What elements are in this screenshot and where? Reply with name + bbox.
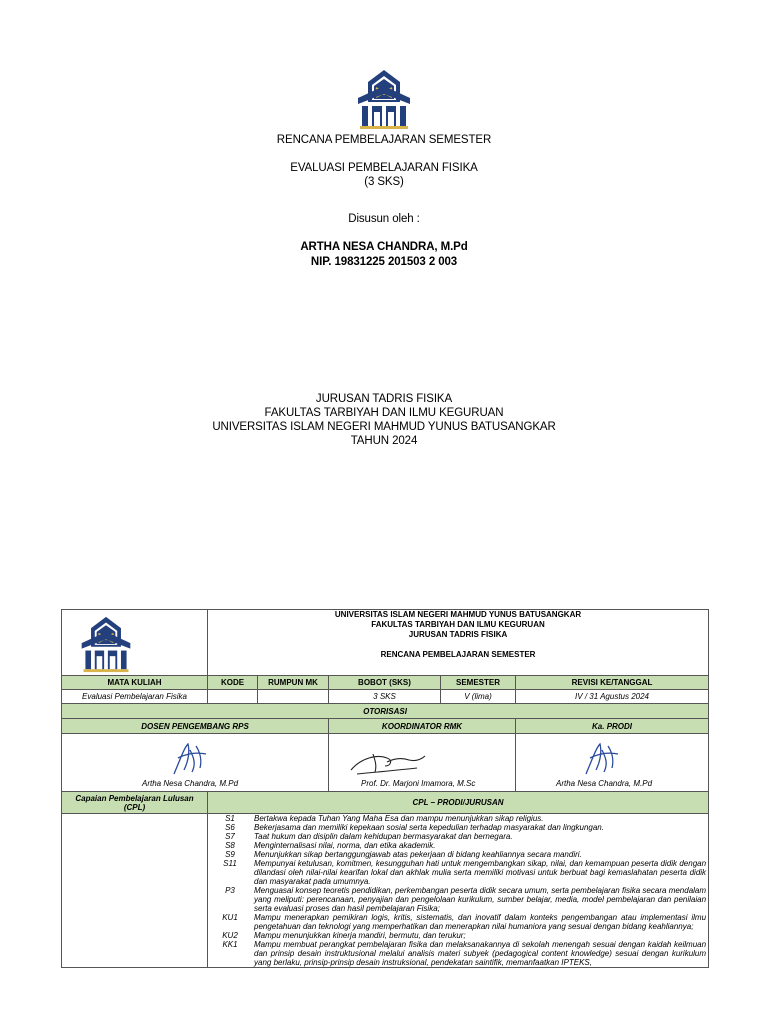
cover-author: ARTHA NESA CHANDRA, M.Pd — [300, 241, 468, 253]
cpl-item — [208, 832, 708, 841]
authorization-label: OTORISASI — [62, 704, 709, 719]
val-semester: V (lima) — [441, 690, 516, 704]
column-header-row — [62, 676, 709, 690]
val-code — [208, 690, 258, 704]
signatory-header-row — [62, 719, 709, 734]
cpl-left-label: Capaian Pembelajaran Lulusan (CPL) — [62, 792, 208, 814]
col-revision: REVISI KE/TANGGAL — [516, 676, 709, 690]
developer-name: Artha Nesa Chandra, M.Pd — [142, 779, 239, 788]
cpl-item — [208, 931, 708, 940]
signature-icon — [578, 740, 622, 778]
cpl-item — [208, 859, 708, 886]
cpl-item-text: Menunjukkan sikap bertanggungjawab atas pekerjaan di bidang keahliannya secara mandiri. — [254, 850, 582, 859]
col-semester: SEMESTER — [441, 676, 516, 690]
cpl-item — [208, 913, 708, 931]
header-row — [62, 610, 709, 676]
cover-university: UNIVERSITAS ISLAM NEGERI MAHMUD YUNUS BATUSANGKAR — [212, 421, 556, 433]
head-name: Artha Nesa Chandra, M.Pd — [556, 779, 653, 788]
cpl-item — [208, 850, 708, 859]
cover-faculty: FAKULTAS TARBIYAH DAN ILMU KEGURUAN — [264, 407, 504, 419]
cpl-item-text: Mempunyai ketulusan, komitmen, kesungguhan hati untuk mengembangkan sikap, nilai, dan kemampuan peserta didik dengan dilandasi oleh nilai-nilai kearifan lokal dan akhlak mulia serta memiliki motivasi untuk berbuat bagi kemaslahatan peserta didik dan masyarakat pada umumnya. — [254, 859, 707, 886]
cover-prepared-by: Disusun oleh : — [348, 213, 420, 225]
coordinator-name: Prof. Dr. Marjoni Imamora, M.Sc — [361, 779, 476, 788]
col-code: KODE — [208, 676, 258, 690]
cpl-item-text: Mampu menunjukkan kinerja mandiri, bermutu, dan terukur; — [254, 931, 466, 940]
cpl-item-code: S11 — [223, 859, 237, 868]
cpl-item-code: KU2 — [222, 931, 238, 940]
cover-year: TAHUN 2024 — [350, 435, 418, 447]
authorization-row — [62, 704, 709, 719]
signature-icon — [166, 740, 210, 778]
cpl-item-code: P3 — [225, 886, 235, 895]
head-signature-cell — [516, 734, 709, 792]
val-revision: IV / 31 Agustus 2024 — [516, 690, 709, 704]
val-cluster — [258, 690, 329, 704]
cpl-item-code: S8 — [225, 841, 235, 850]
cpl-item — [208, 823, 708, 832]
header-department: JURUSAN TADRIS FISIKA — [408, 630, 508, 639]
header-logo-cell — [62, 610, 208, 676]
signature-row — [62, 734, 709, 792]
cpl-item-code: KK1 — [222, 940, 238, 949]
uin-logo-icon — [79, 615, 133, 673]
cpl-item-text: Bekerjasama dan memiliki kepekaan sosial serta kepedulian terhadap masyarakat dan lingkungan. — [254, 823, 604, 832]
cpl-item — [208, 841, 708, 850]
cpl-item-text: Menguasai konsep teoretis pendidikan, perkembangan peserta didik secara umum, serta pembelajaran fisika secara mendalam yang meliputi: perencanaan, penyajian dan pengelolaan kurikulum, sumber belajar, media, model pembelajaran dan penilaian serta evaluasi proses dan hasil pembelajaran Fisika; — [254, 886, 707, 913]
cpl-list-cell — [208, 814, 709, 968]
cpl-item-code: S7 — [225, 832, 235, 841]
coordinator-signature-cell — [329, 734, 516, 792]
cpl-header-row — [62, 792, 709, 814]
cpl-item-text: Taat hukum dan disiplin dalam kehidupan bermasyarakat dan bernegara. — [254, 832, 513, 841]
uin-logo-icon — [356, 68, 412, 130]
developer-label: DOSEN PENGEMBANG RPS — [62, 719, 329, 734]
course-value-row — [62, 690, 709, 704]
cover-department: JURUSAN TADRIS FISIKA — [315, 393, 453, 405]
cpl-item — [208, 814, 708, 823]
header-text-cell — [208, 610, 709, 676]
cpl-item-code: KU1 — [222, 913, 238, 922]
rps-table — [61, 609, 709, 968]
col-weight: BOBOT (SKS) — [329, 676, 441, 690]
col-cluster: RUMPUN MK — [258, 676, 329, 690]
cpl-item-code: S9 — [225, 850, 235, 859]
cover-title: RENCANA PEMBELAJARAN SEMESTER — [276, 134, 492, 146]
head-label: Ka. PRODI — [516, 719, 709, 734]
developer-signature-cell — [62, 734, 329, 792]
cpl-item-text: Mampu menerapkan pemikiran logis, kritis, sistematis, dan inovatif dalam konteks pengembangan atau implementasi ilmu pengetahuan dan teknologi yang memperhatikan dan menerapkan nilai humaniora yang sesuai dengan bidang keahliannya; — [254, 913, 707, 931]
signature-icon — [347, 748, 427, 778]
header-doc-title: RENCANA PEMBELAJARAN SEMESTER — [380, 650, 536, 659]
cpl-item-code: S6 — [225, 823, 235, 832]
cpl-item — [208, 886, 708, 913]
cpl-list — [208, 814, 708, 967]
cpl-right-label: CPL – PRODI/JURUSAN — [208, 792, 709, 814]
col-course: MATA KULIAH — [62, 676, 208, 690]
cpl-item-code: S1 — [225, 814, 235, 823]
header-faculty: FAKULTAS TARBIYAH DAN ILMU KEGURUAN — [371, 620, 545, 629]
val-weight: 3 SKS — [329, 690, 441, 704]
cpl-item-text: Menginternalisasi nilai, norma, dan etika akademik. — [254, 841, 436, 850]
val-course: Evaluasi Pembelajaran Fisika — [62, 690, 208, 704]
coordinator-label: KOORDINATOR RMK — [329, 719, 516, 734]
cpl-item — [208, 940, 708, 967]
cpl-left-empty — [62, 814, 208, 968]
header-university: UNIVERSITAS ISLAM NEGERI MAHMUD YUNUS BATUSANGKAR — [334, 610, 582, 619]
cover-credits: (3 SKS) — [364, 176, 404, 188]
cpl-item-text: Bertakwa kepada Tuhan Yang Maha Esa dan mampu menunjukkan sikap religius. — [254, 814, 544, 823]
cpl-item-text: Mampu membuat perangkat pembelajaran fisika dan melaksanakannya di sekolah menengah sesuai dengan kaidah keilmuan dan prinsip desain instruktusional melalui analisis materi subyek (pedagogical content knowledge) sesuai dengan kurikulum yang berlaku, prinsip-prinsip desain instruksional, pendekatan saintifik, memanfaatkan IPTEKS, — [254, 940, 707, 967]
cover-nip: NIP. 19831225 201503 2 003 — [310, 256, 458, 268]
cpl-content-row — [62, 814, 709, 968]
cover-course: EVALUASI PEMBELAJARAN FISIKA — [290, 162, 478, 174]
